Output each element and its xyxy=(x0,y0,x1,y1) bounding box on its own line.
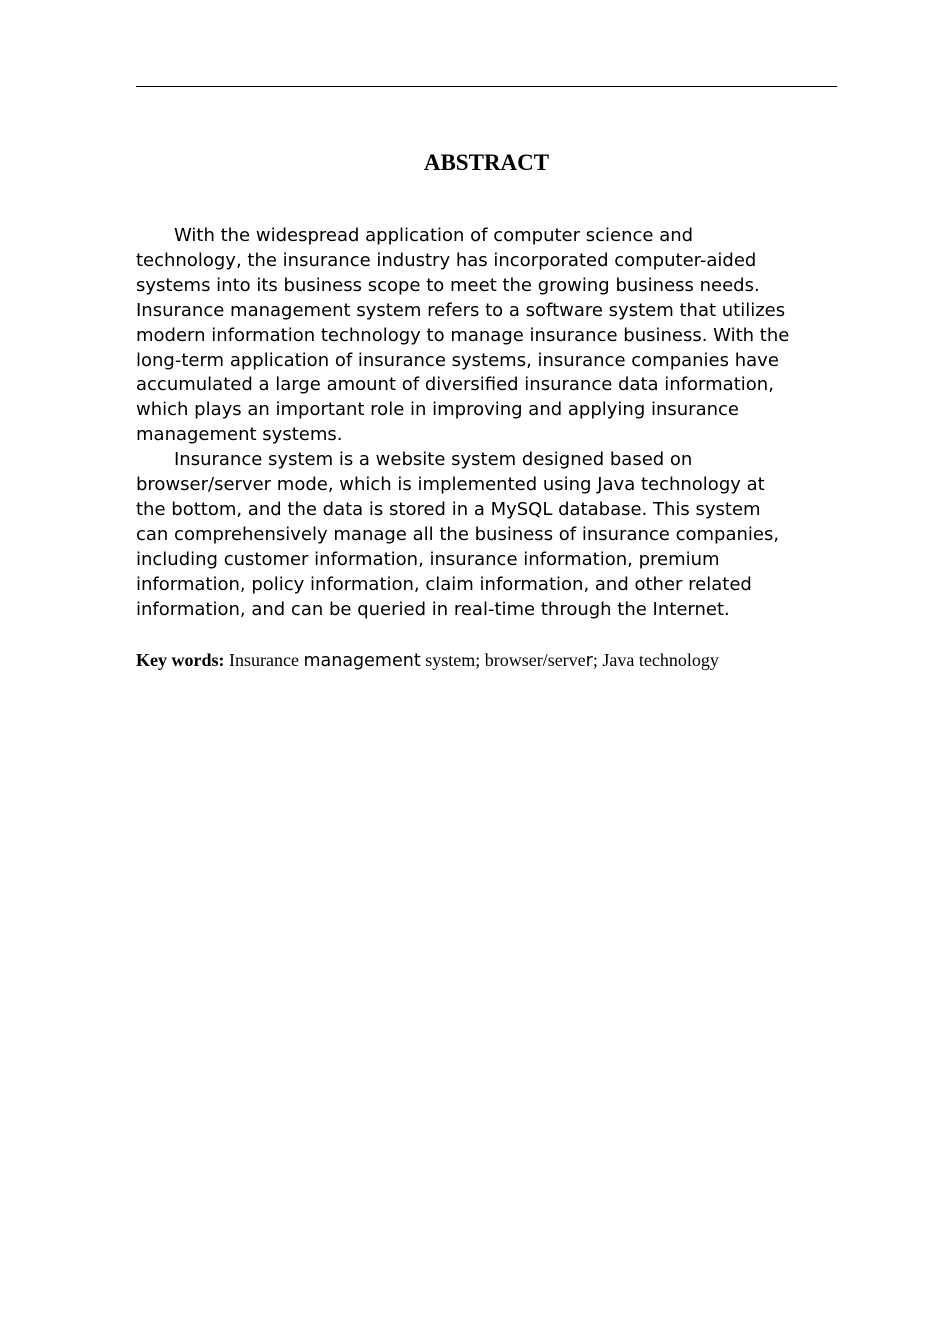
keyword-text: Insurance xyxy=(224,650,304,670)
keyword-text: management xyxy=(303,651,421,671)
abstract-paragraph-1 xyxy=(136,224,846,448)
paragraph-line: long-term application of insurance systems, insurance companies have xyxy=(136,349,779,371)
paragraph-line: technology, the insurance industry has incorporated computer-aided xyxy=(136,249,757,271)
keywords-line xyxy=(136,648,856,673)
keyword-text: system; browser/serve xyxy=(420,650,586,670)
paragraph-line: Insurance management system refers to a software system that utilizes xyxy=(136,299,786,321)
header-rule xyxy=(136,86,837,87)
abstract-title: ABSTRACT xyxy=(423,150,550,175)
paragraph-line: which plays an important role in improving and applying insurance xyxy=(136,399,739,421)
paragraph-line: the bottom, and the data is stored in a MySQL database. This system xyxy=(136,498,761,520)
paragraph-line: Insurance system is a website system designed based on xyxy=(174,449,693,471)
keyword-text: r xyxy=(585,651,593,671)
keyword-text: ; Java technology xyxy=(592,650,719,670)
paragraph-line: With the widespread application of computer science and xyxy=(174,225,694,246)
paragraph-line: can comprehensively manage all the business of insurance companies, xyxy=(136,523,780,545)
paragraph-line: including customer information, insurance information, premium xyxy=(136,548,720,570)
paragraph-line: information, policy information, claim information, and other related xyxy=(136,573,752,595)
paragraph-line: modern information technology to manage insurance business. With the xyxy=(136,324,790,346)
abstract-body xyxy=(136,224,846,623)
paragraph-line: management systems. xyxy=(136,424,343,446)
paragraph-line: systems into its business scope to meet the growing business needs. xyxy=(136,274,760,296)
paragraph-line: information, and can be queried in real-time through the Internet. xyxy=(136,598,730,620)
paragraph-line: browser/server mode, which is implemented using Java technology at xyxy=(136,474,765,496)
keywords-label: Key words: xyxy=(136,650,225,670)
abstract-paragraph-2 xyxy=(136,448,846,622)
paragraph-line: accumulated a large amount of diversified insurance data information, xyxy=(136,374,774,396)
